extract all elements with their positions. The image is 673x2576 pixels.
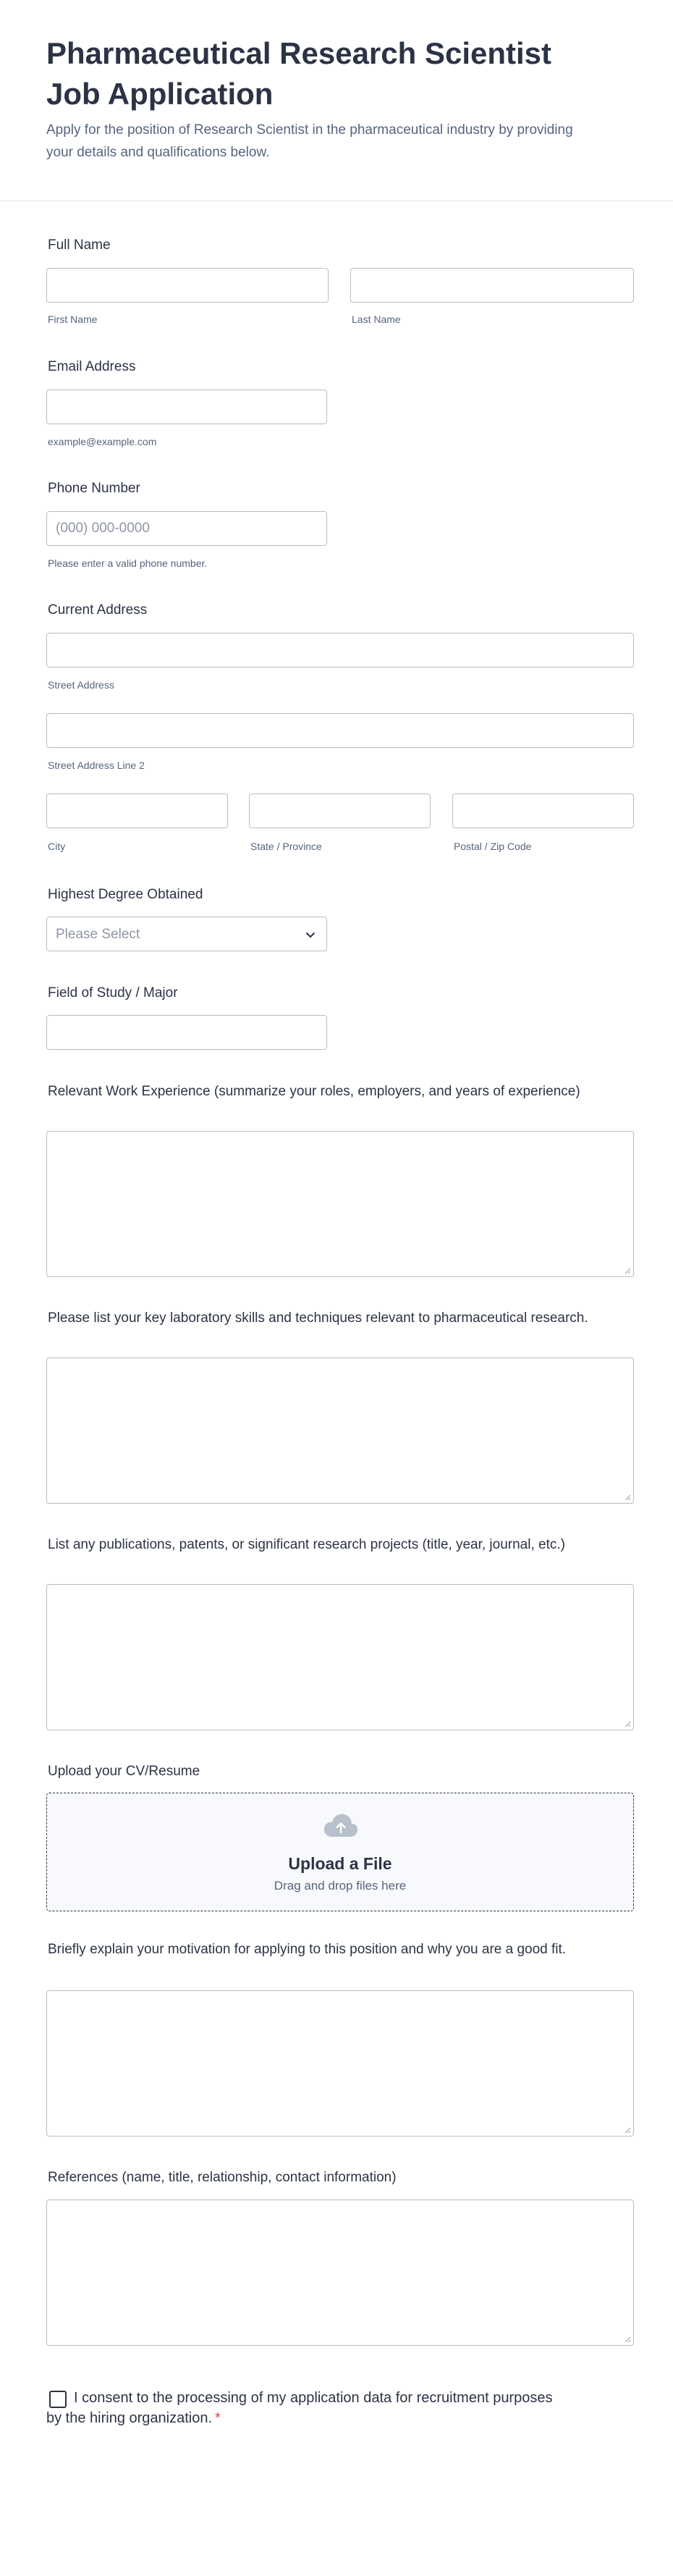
field-of-study-input[interactable] xyxy=(46,1015,327,1050)
phone-label: Phone Number xyxy=(48,481,140,496)
consent-label[interactable] xyxy=(46,2388,553,2428)
last-name-sublabel: Last Name xyxy=(352,313,401,325)
degree-select-value: Please Select xyxy=(56,927,140,942)
city-input[interactable] xyxy=(46,794,228,828)
full-name-label: Full Name xyxy=(48,237,111,253)
first-name-sublabel: First Name xyxy=(48,313,98,325)
motivation-textarea[interactable] xyxy=(46,1990,634,2137)
resize-grip-icon[interactable] xyxy=(624,1494,631,1501)
skills-label: Please list your key laboratory skills and techniques relevant to pharmaceutical research. xyxy=(48,1310,588,1326)
street-address-input[interactable] xyxy=(46,633,634,668)
resize-grip-icon[interactable] xyxy=(624,1720,631,1727)
upload-title: Upload a File xyxy=(288,1854,392,1873)
email-label: Email Address xyxy=(48,359,136,374)
references-label: References (name, title, relationship, contact information) xyxy=(48,2170,397,2185)
resize-grip-icon[interactable] xyxy=(624,2126,631,2134)
page-title: Pharmaceutical Research Scientist Job Application xyxy=(46,36,552,111)
resize-grip-icon[interactable] xyxy=(624,2336,631,2343)
skills-textarea[interactable] xyxy=(46,1358,634,1504)
city-sublabel: City xyxy=(48,841,66,852)
experience-label: Relevant Work Experience (summarize your roles, employers, and years of experience) xyxy=(48,1084,580,1099)
degree-label: Highest Degree Obtained xyxy=(48,887,203,902)
references-textarea[interactable] xyxy=(46,2200,634,2346)
file-upload-dropzone[interactable] xyxy=(46,1793,634,1911)
cv-upload-label: Upload your CV/Resume xyxy=(48,1764,200,1779)
publications-textarea[interactable] xyxy=(46,1584,634,1730)
publications-label: List any publications, patents, or significant research projects (title, year, journal, etc.) xyxy=(48,1537,565,1552)
street-address-line2-sublabel: Street Address Line 2 xyxy=(48,759,145,771)
experience-textarea[interactable] xyxy=(46,1131,634,1277)
last-name-input[interactable] xyxy=(350,268,634,303)
cloud-upload-icon xyxy=(322,1811,360,1840)
phone-input[interactable] xyxy=(46,511,327,546)
email-input[interactable] xyxy=(46,390,327,424)
page-subtitle: Apply for the position of Research Scientist in the pharmaceutical industry by providing your details and qualifications below. xyxy=(46,122,573,160)
street-address-sublabel: Street Address xyxy=(48,679,114,691)
form-header xyxy=(0,0,673,201)
zip-input[interactable] xyxy=(452,794,634,828)
state-input[interactable] xyxy=(249,794,431,828)
state-sublabel: State / Province xyxy=(250,841,322,852)
address-label: Current Address xyxy=(48,602,148,618)
motivation-label: Briefly explain your motivation for applying to this position and why you are a good fit. xyxy=(48,1942,567,1957)
zip-sublabel: Postal / Zip Code xyxy=(454,841,532,852)
email-sublabel: example@example.com xyxy=(48,436,157,447)
first-name-input[interactable] xyxy=(46,268,329,303)
field-of-study-label: Field of Study / Major xyxy=(48,985,178,1001)
consent-text: I consent to the processing of my application data for recruitment purposes by the hiring organization. xyxy=(46,2390,553,2426)
upload-subtitle: Drag and drop files here xyxy=(274,1879,407,1893)
phone-sublabel: Please enter a valid phone number. xyxy=(48,557,208,569)
required-asterisk: * xyxy=(215,2410,221,2426)
chevron-down-icon xyxy=(303,927,318,942)
street-address-line2-input[interactable] xyxy=(46,713,634,748)
resize-grip-icon[interactable] xyxy=(624,1267,631,1274)
degree-select[interactable] xyxy=(46,917,327,951)
